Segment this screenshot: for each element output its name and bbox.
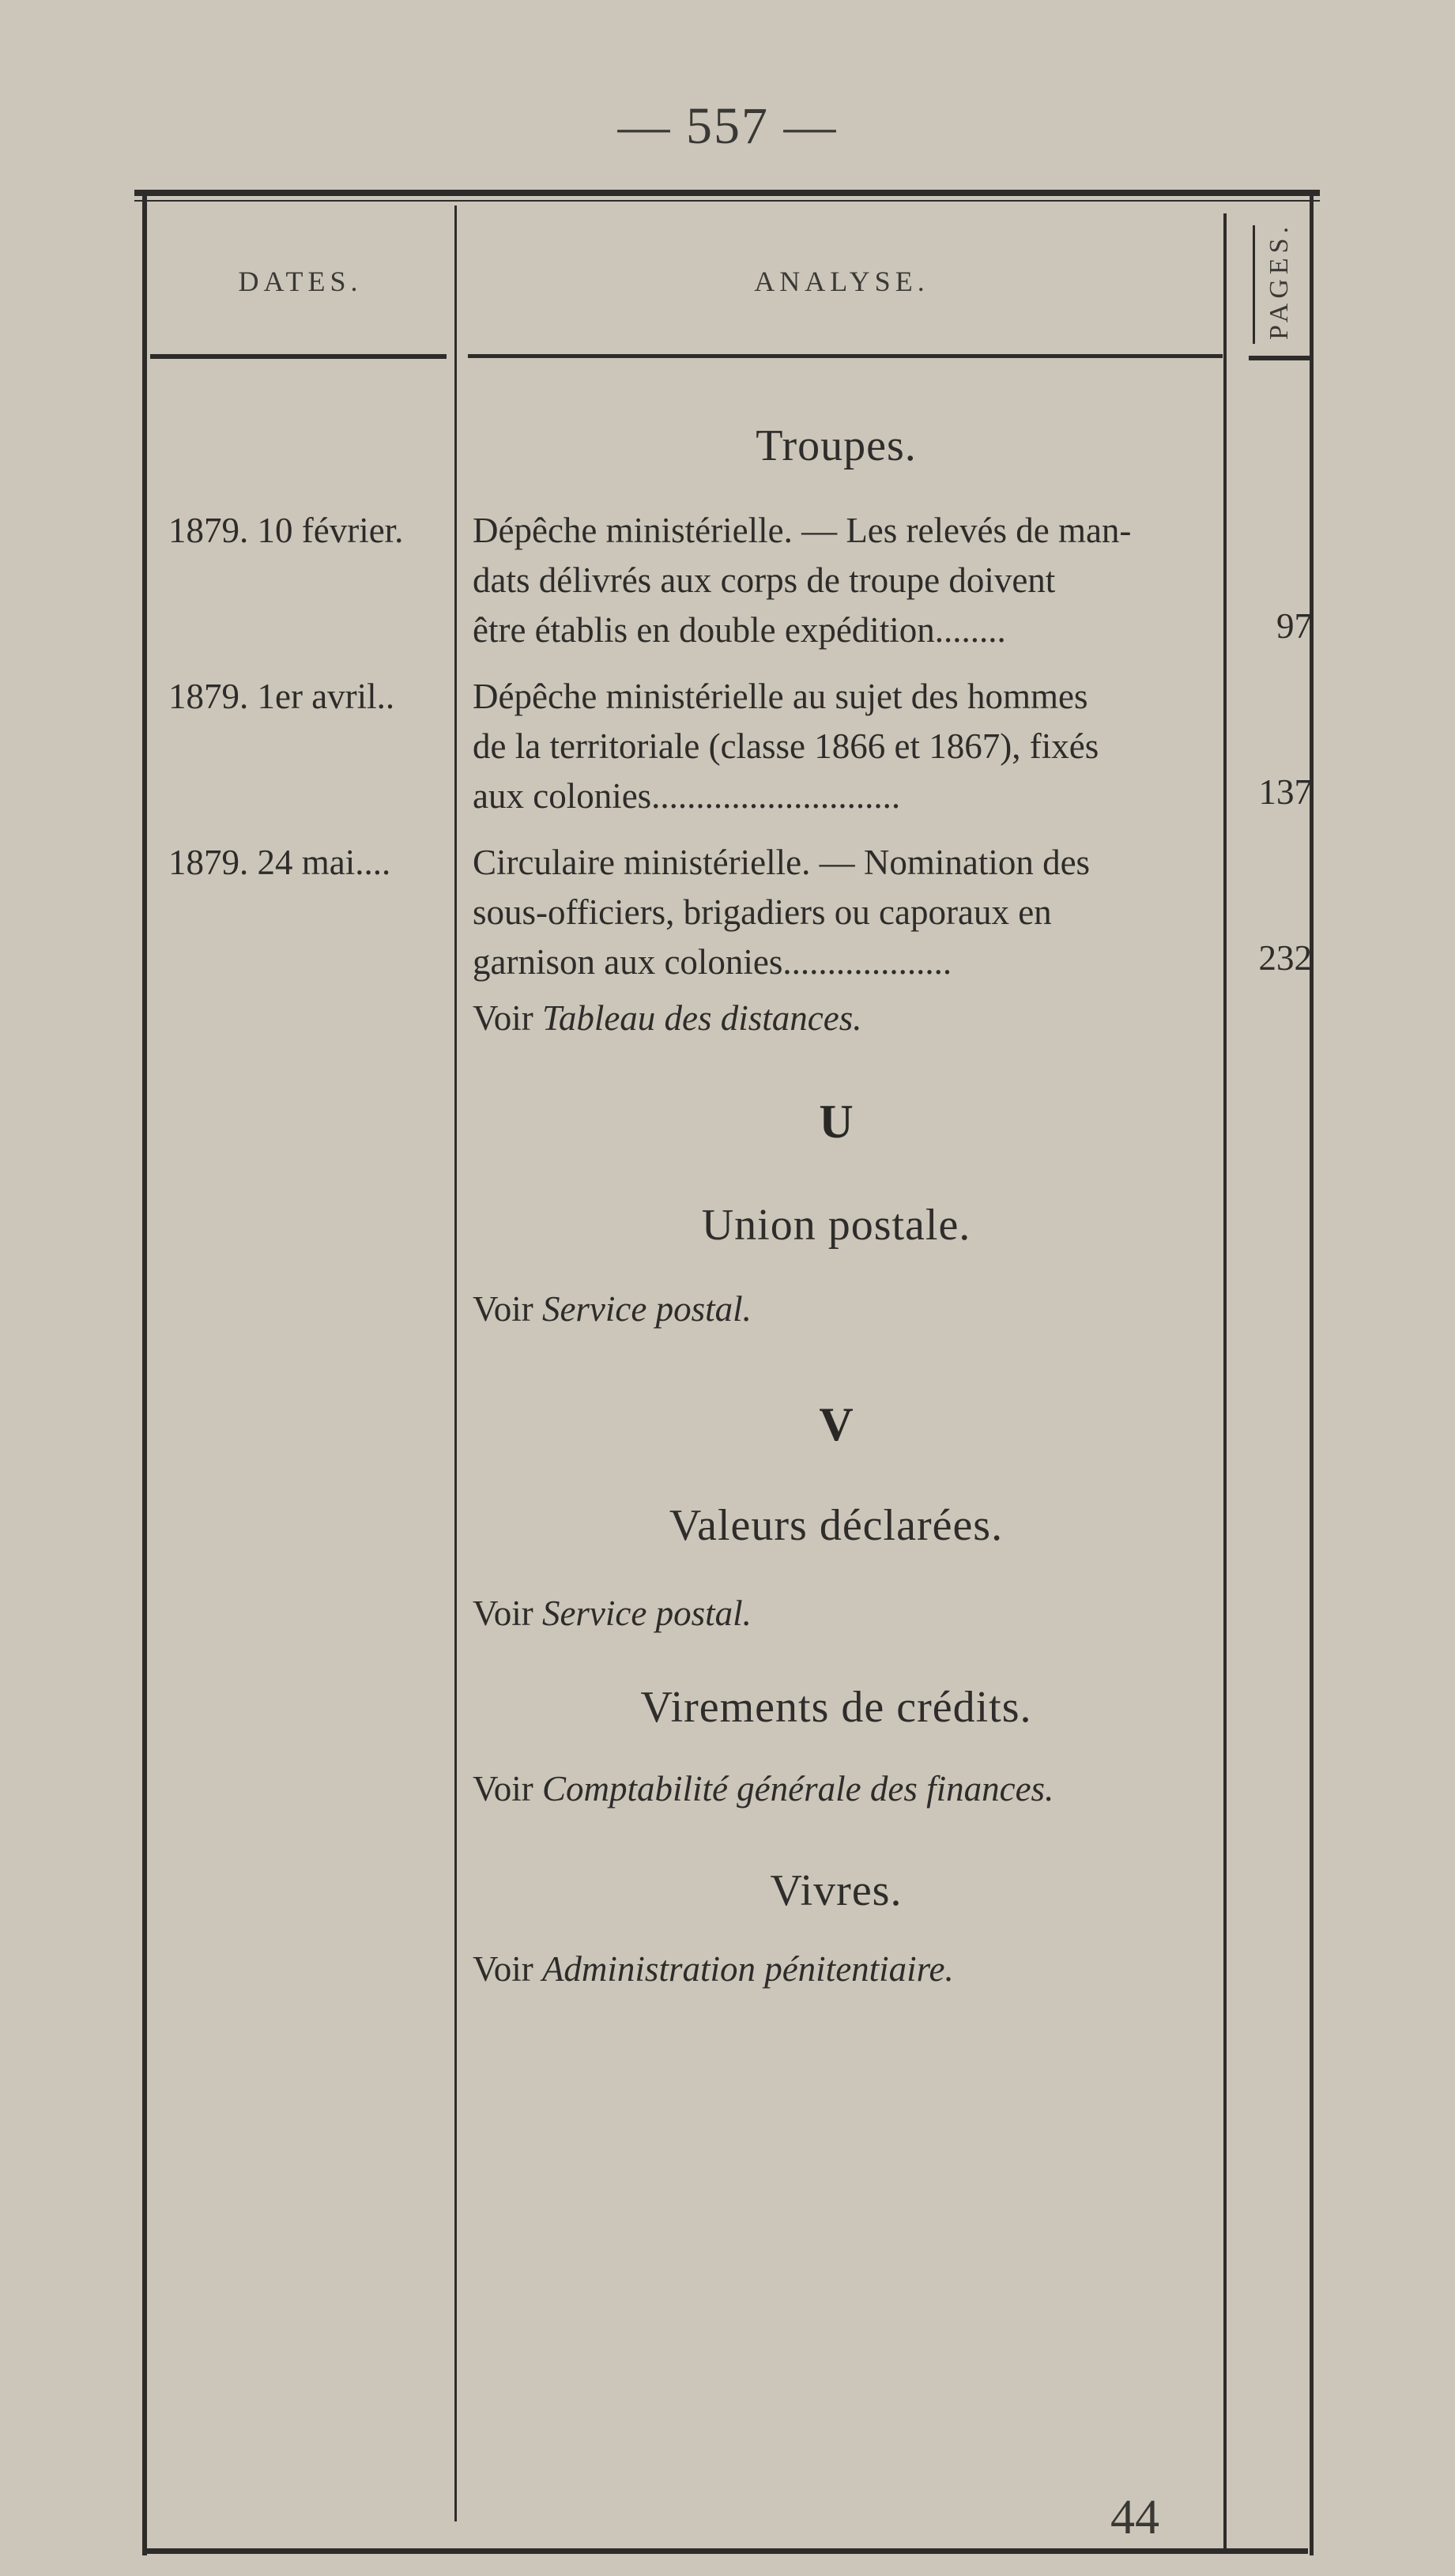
entry-line: sous-officiers, brigadiers ou caporaux en: [473, 892, 1052, 932]
top-rule: [134, 190, 1320, 196]
entry-line: Dépêche ministérielle au sujet des hommes: [473, 677, 1088, 716]
section-title-vivres: Vivres.: [770, 1866, 903, 1915]
see-target: Comptabilité générale des finances.: [541, 1769, 1054, 1808]
entry-line: garnison aux colonies...................: [473, 942, 952, 982]
see-prefix: Voir: [473, 998, 533, 1038]
header-underline-analysis: [468, 354, 1223, 358]
see-reference-troupes: [473, 998, 1216, 1039]
left-border: [142, 196, 147, 2555]
see-reference-vivres: [473, 1948, 1216, 1990]
see-target: Service postal.: [541, 1289, 752, 1329]
entry-date: 1879. 1er avril..: [168, 677, 395, 716]
entry-line: dats délivrés aux corps de troupe doivent: [473, 560, 1056, 600]
section-letter-v: V: [819, 1398, 854, 1450]
entry-page: 232: [1258, 938, 1312, 978]
see-prefix: Voir: [473, 1593, 533, 1633]
column-header-pages: PAGES.: [1265, 221, 1294, 340]
see-reference-union: [473, 1288, 1216, 1329]
pages-inner-divider: [1253, 225, 1255, 344]
entry-line: de la territoriale (classe 1866 et 1867), fixés: [473, 726, 1099, 766]
header-underline-dates: [150, 354, 447, 359]
section-title-valeurs: Valeurs déclarées.: [669, 1501, 1004, 1550]
section-title-union-postale: Union postale.: [701, 1201, 971, 1250]
entry-page: 137: [1258, 772, 1312, 812]
see-prefix: Voir: [473, 1769, 533, 1808]
footer-signature-mark: 44: [1110, 2491, 1159, 2544]
entry-line: aux colonies............................: [473, 776, 901, 816]
see-target: Administration pénitentiaire.: [541, 1949, 954, 1989]
entry-line: être établis en double expédition........: [473, 610, 1006, 650]
pages-divider: [1310, 196, 1314, 2555]
bottom-rule: [146, 2548, 1308, 2554]
section-title-virements: Virements de crédits.: [640, 1683, 1032, 1732]
entry-date: 1879. 10 février.: [168, 511, 404, 550]
column-header-analysis: ANALYSE.: [754, 266, 929, 297]
entry-line: Circulaire ministérielle. — Nomination des: [473, 843, 1091, 882]
page-number: — 557 —: [617, 97, 838, 155]
see-prefix: Voir: [473, 1289, 533, 1329]
section-title-troupes: Troupes.: [756, 421, 917, 470]
see-reference-valeurs: [473, 1593, 1216, 1634]
top-rule-thin: [134, 200, 1320, 202]
entry-line: Dépêche ministérielle. — Les relevés de man-: [473, 511, 1132, 550]
column-header-dates: DATES.: [238, 266, 363, 297]
analysis-divider: [1223, 213, 1227, 2553]
entry-analysis: [473, 672, 1216, 821]
see-target: Service postal.: [541, 1593, 752, 1633]
see-target: Tableau des distances.: [541, 998, 862, 1038]
header-underline-pages: [1249, 356, 1312, 360]
entry-analysis: [473, 506, 1216, 655]
dates-divider: [454, 206, 457, 2521]
see-reference-virements: [473, 1768, 1216, 1809]
entry-analysis: [473, 838, 1216, 987]
entry-date: 1879. 24 mai....: [168, 843, 391, 882]
section-letter-u: U: [819, 1096, 854, 1148]
see-prefix: Voir: [473, 1949, 533, 1989]
entry-page: 97: [1276, 606, 1312, 646]
